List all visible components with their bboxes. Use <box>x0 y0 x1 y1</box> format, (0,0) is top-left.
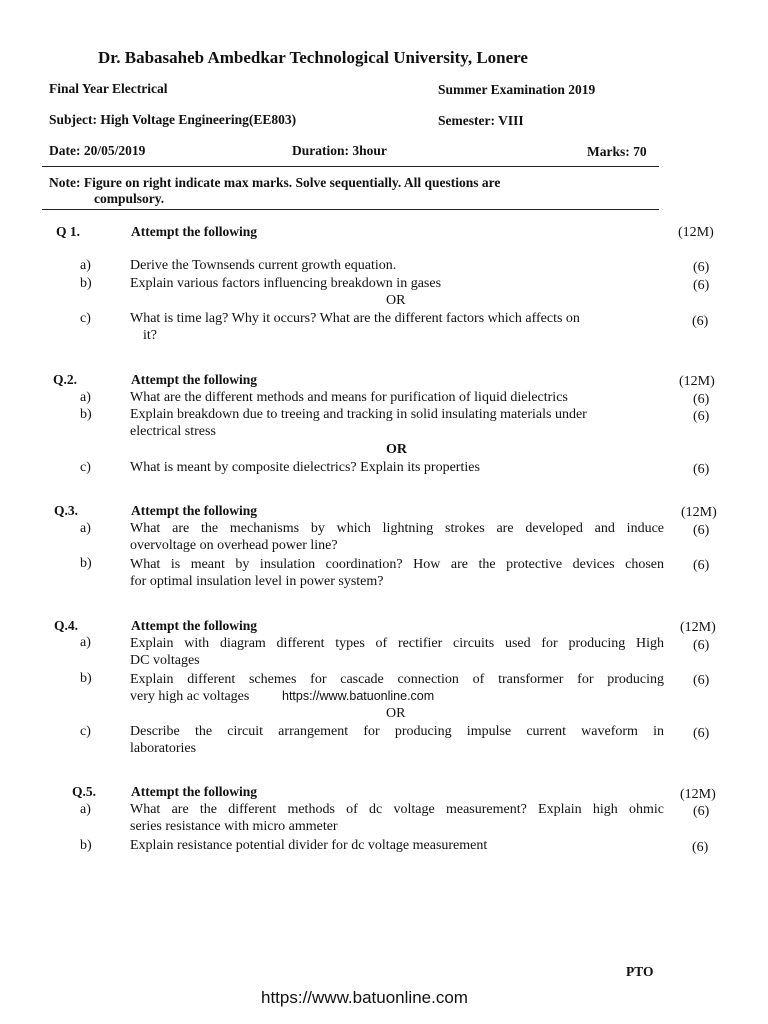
note-line-1: Note: Figure on right indicate max marks. Solve sequentially. All questions are <box>49 175 501 190</box>
part-marks: (6) <box>692 840 709 855</box>
divider-bottom <box>42 209 659 210</box>
university-title: Dr. Babasaheb Ambedkar Technological University, Lonere <box>98 48 528 67</box>
part-text: Derive the Townsends current growth equation. <box>130 258 397 273</box>
part-marks: (6) <box>693 673 710 688</box>
part-text: What is meant by composite dielectrics? Explain its properties <box>130 460 480 475</box>
part-marks: (6) <box>693 558 710 573</box>
part-marks: (6) <box>693 462 710 477</box>
question-number: Q.2. <box>53 372 78 387</box>
part-text-continued: DC voltages <box>130 653 200 668</box>
part-label: a) <box>80 521 91 536</box>
part-label: a) <box>80 635 91 650</box>
part-text: What are the mechanisms by which lightning strokes are developed and induce <box>130 521 664 536</box>
part-label: c) <box>80 724 91 739</box>
question-number: Q 1. <box>56 224 81 239</box>
part-marks: (6) <box>692 314 709 329</box>
part-text: Explain different schemes for cascade connection of transformer for producing <box>130 672 664 687</box>
part-marks: (6) <box>693 726 710 741</box>
question-number: Q.5. <box>72 784 97 799</box>
part-text-continued: for optimal insulation level in power system? <box>130 574 384 589</box>
part-label: b) <box>80 407 92 422</box>
part-label: c) <box>80 460 91 475</box>
part-label: b) <box>80 556 92 571</box>
question-number: Q.3. <box>54 503 79 518</box>
part-text: Explain with diagram different types of rectifier circuits used for producing High <box>130 636 664 651</box>
part-text-continued: overvoltage on overhead power line? <box>130 538 338 553</box>
part-label: b) <box>80 276 92 291</box>
date-label: Date: 20/05/2019 <box>49 143 146 158</box>
part-marks: (6) <box>693 523 710 538</box>
exam-label: Summer Examination 2019 <box>438 82 596 97</box>
part-marks: (6) <box>693 804 710 819</box>
part-text: Describe the circuit arrangement for producing impulse current waveform in <box>130 724 664 739</box>
part-marks: (6) <box>693 278 710 293</box>
part-text-continued: series resistance with micro ammeter <box>130 819 338 834</box>
footer-url: https://www.batuonline.com <box>261 988 468 1007</box>
part-text-continued: very high ac voltages <box>130 689 250 704</box>
question-number: Q.4. <box>54 618 79 633</box>
part-text-continued: it? <box>143 328 157 343</box>
question-marks: (12M) <box>680 620 716 635</box>
inline-watermark-url: https://www.batuonline.com <box>282 689 435 703</box>
subject-label: Subject: High Voltage Engineering(EE803) <box>49 112 297 127</box>
question-heading: Attempt the following <box>131 618 257 633</box>
part-text: What is time lag? Why it occurs? What are the different factors which affects on <box>130 311 580 326</box>
part-marks: (6) <box>693 409 710 424</box>
duration-label: Duration: 3hour <box>292 143 387 158</box>
question-marks: (12M) <box>678 225 714 240</box>
part-text: What are the different methods of dc voltage measurement? Explain high ohmic <box>130 802 664 817</box>
marks-label: Marks: 70 <box>587 144 647 159</box>
part-label: a) <box>80 802 91 817</box>
part-marks: (6) <box>693 638 710 653</box>
part-text: Explain various factors influencing breakdown in gases <box>130 276 442 291</box>
pto-label: PTO <box>626 964 654 979</box>
note-line-2: compulsory. <box>94 191 165 206</box>
part-text-continued: laboratories <box>130 741 197 756</box>
question-marks: (12M) <box>680 787 716 802</box>
part-text: What are the different methods and means for purification of liquid dielectrics <box>130 390 568 405</box>
class-label: Final Year Electrical <box>49 81 168 96</box>
or-separator: OR <box>386 293 406 308</box>
or-separator: OR <box>386 442 407 457</box>
question-heading: Attempt the following <box>131 503 257 518</box>
part-text: Explain resistance potential divider for dc voltage measurement <box>130 838 488 853</box>
question-heading: Attempt the following <box>131 224 257 239</box>
question-marks: (12M) <box>679 374 715 389</box>
part-text: Explain breakdown due to treeing and tracking in solid insulating materials under <box>130 407 587 422</box>
part-marks: (6) <box>693 392 710 407</box>
part-label: b) <box>80 671 92 686</box>
question-heading: Attempt the following <box>131 372 257 387</box>
part-marks: (6) <box>693 260 710 275</box>
part-text: What is meant by insulation coordination? How are the protective devices chosen <box>130 557 664 572</box>
part-label: c) <box>80 311 91 326</box>
semester-label: Semester: VIII <box>438 113 524 128</box>
part-text-continued: electrical stress <box>130 424 216 439</box>
part-label: b) <box>80 838 92 853</box>
or-separator: OR <box>386 706 406 721</box>
divider-top <box>42 166 659 167</box>
part-label: a) <box>80 258 91 273</box>
part-label: a) <box>80 390 91 405</box>
question-marks: (12M) <box>681 505 717 520</box>
question-heading: Attempt the following <box>131 784 257 799</box>
